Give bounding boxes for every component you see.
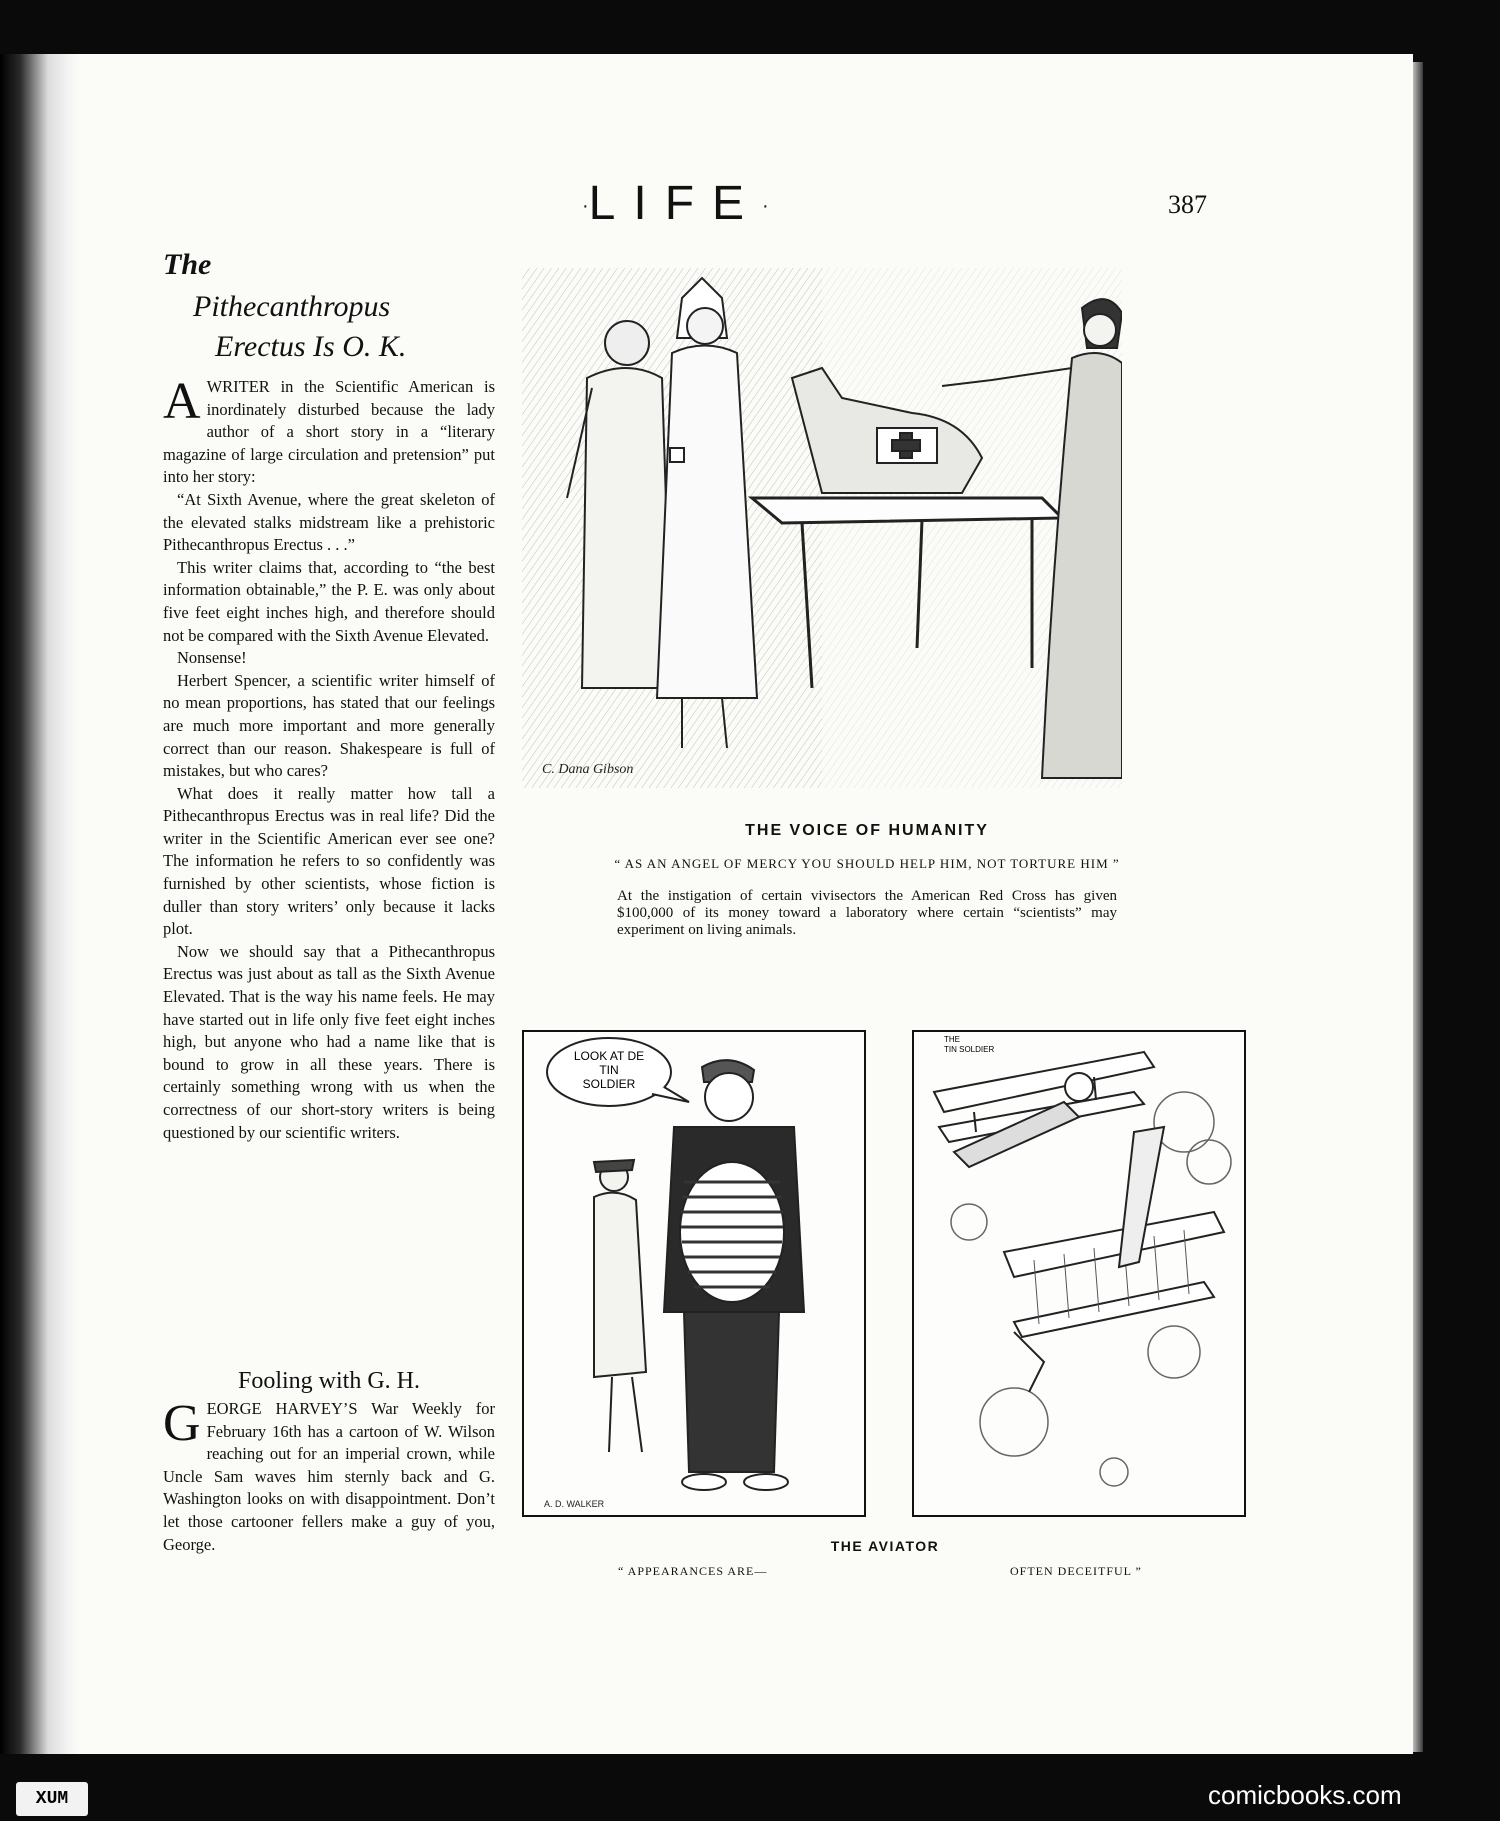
article-paragraph: “At Sixth Avenue, where the great skeleton of the elevated stalks midstream like a prehistoric Pithecanthropus Erectus . . .” — [163, 489, 495, 555]
watermark: comicbooks.com — [1208, 1780, 1402, 1810]
speech-bubble — [547, 1038, 689, 1106]
svg-text:TIN: TIN — [599, 1063, 619, 1077]
cartoon-panel-left — [522, 1030, 866, 1517]
article-paragraph: Now we should say that a Pithecanthropus Erectus was just about as tall as the Sixth Avenue Elevated. That is the way his name feels. He may have started out in life only five feet eight inches high, but anyone who had a name like that is bound to grow in all these years. There is certainly something wrong with us when the correctness of our short-story writers is being questioned by our scientific writers. — [163, 941, 495, 1142]
article-paragraph: Herbert Spencer, a scientific writer himself of no mean proportions, has stated that our feelings are much more important and more generally correct than our reason. Shakespeare is full of mistakes, but who cares? — [163, 670, 495, 781]
svg-text:SOLDIER: SOLDIER — [582, 1077, 636, 1091]
article2-body — [163, 1395, 495, 1556]
page-number: 387 — [1168, 190, 1207, 219]
scan-stamp: XUM — [16, 1782, 88, 1816]
article-paragraph: Nonsense! — [177, 648, 247, 668]
plane-label-line2: TIN SOLDIER — [944, 1045, 995, 1054]
illustration-note: At the instigation of certain vivisectors the American Red Cross has given $100,000 of its money toward a laboratory where certain “scientists” may experiment on living animals. — [617, 888, 1117, 938]
article2-title: Fooling with G. H. — [237, 1368, 420, 1394]
article-paragraph: What does it really matter how tall a Pithecanthropus Erectus was in real life? Did the writer in the Scientific American ever see one? The information he refers to so confidently was furnished by other scientists, whose fiction is duller than story writers’ only because it lacks plot. — [163, 783, 495, 939]
cartoon-panel-right — [912, 1030, 1246, 1517]
drop-cap: G — [163, 1395, 201, 1452]
masthead: ·LIFE· — [582, 177, 769, 230]
svg-text:LOOK AT DE: LOOK AT DE — [573, 1049, 645, 1063]
binding-shadow — [0, 54, 80, 1754]
illustration-caption: THE VOICE OF HUMANITY — [745, 822, 989, 839]
aviator-quote-right: OFTEN DECEITFUL ” — [1010, 1564, 1142, 1578]
article-paragraph: This writer claims that, according to “the best information obtainable,” the P. E. was only about five feet eight inches high, and therefore should not be compared with the Sixth Avenue Elevated. — [163, 557, 495, 645]
plane-label-line1: THE — [944, 1035, 960, 1044]
fat-man-figure — [664, 1060, 804, 1490]
artist-signature: C. Dana Gibson — [542, 762, 634, 777]
aviator-caption: THE AVIATOR — [830, 1538, 940, 1554]
falling-plane — [1004, 1127, 1224, 1392]
article-paragraph: AWRITER in the Scientific American is inordinately disturbed because the lady author of a short story in a “literary magazine of large circulation and pretension” put into her story: — [163, 373, 495, 487]
soldier-figure — [594, 1160, 646, 1452]
cartoonist-signature: A. D. WALKER — [544, 1499, 605, 1509]
voice-of-humanity-illustration — [522, 268, 1122, 788]
article-title-line2: Pithecanthropus — [193, 290, 391, 323]
page-edge — [1413, 62, 1423, 1752]
aviator-quote-left: “ APPEARANCES ARE— — [618, 1564, 768, 1578]
biplane-top — [934, 1052, 1154, 1167]
article-title-line1: The — [163, 248, 212, 281]
illustration-quote: “ AS AN ANGEL OF MERCY YOU SHOULD HELP HIM, NOT TORTURE HIM ” — [614, 856, 1120, 871]
article-title-line3: Erectus Is O. K. — [215, 330, 407, 363]
article-body — [163, 373, 495, 1144]
drop-cap: A — [163, 373, 201, 430]
article2-text: EORGE HARVEY’S War Weekly for February 16th has a cartoon of W. Wilson reaching out for an imperial crown, while Uncle Sam waves him sternly back and G. Washington looks on with disappointment. Don’t let those cartooner fellers make a guy of you, George. — [163, 1399, 495, 1554]
